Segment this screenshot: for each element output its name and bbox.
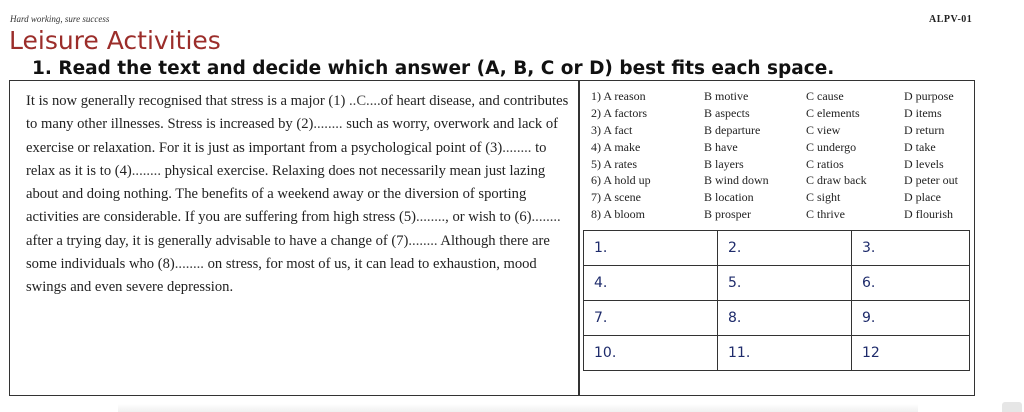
option-b: B have xyxy=(704,139,738,154)
option-c: C undergo xyxy=(806,139,857,154)
answer-cell[interactable]: 9. xyxy=(852,301,970,336)
option-a: 6) A hold up xyxy=(591,173,651,188)
option-c: C sight xyxy=(806,190,841,205)
passage-text: , or wish to (6) xyxy=(445,209,532,226)
answer-cell[interactable]: 3. xyxy=(852,231,970,266)
reading-passage xyxy=(26,90,574,300)
option-b: B motive xyxy=(704,89,749,103)
option-d: D flourish xyxy=(904,207,953,222)
option-b: B wind down xyxy=(704,173,769,188)
option-d: D purpose xyxy=(904,89,954,103)
option-b: B prosper xyxy=(704,207,751,222)
option-d: D return xyxy=(904,122,945,137)
worksheet-code: ALPV-01 xyxy=(929,14,973,25)
option-c: C ratios xyxy=(806,156,844,171)
option-b: B aspects xyxy=(704,105,750,120)
gap-6[interactable]: ........ xyxy=(531,209,561,226)
corner-widget xyxy=(1002,402,1022,412)
answer-cell[interactable]: 1. xyxy=(584,231,718,266)
passage-text: after a trying day, it is generally advisable to have a change of (7) xyxy=(26,232,409,249)
answer-grid xyxy=(583,230,970,371)
motto: Hard working, sure success xyxy=(10,14,110,24)
option-c: C thrive xyxy=(806,207,845,222)
option-d: D take xyxy=(904,139,936,154)
answer-cell[interactable]: 2. xyxy=(718,231,852,266)
option-a: 8) A bloom xyxy=(591,207,646,222)
answer-cell[interactable]: 4. xyxy=(584,266,718,301)
option-a: 3) A fact xyxy=(591,122,633,137)
answer-cell[interactable]: 8. xyxy=(718,301,852,336)
option-b: B layers xyxy=(704,156,744,171)
gap-7[interactable]: ........ xyxy=(408,232,438,249)
answer-cell[interactable]: 10. xyxy=(584,336,718,371)
option-a: 5) A rates xyxy=(591,156,637,171)
option-d: D levels xyxy=(904,156,944,171)
passage-text: on stress, for most of us, it can lead to exhaustion, mood swings and even severe depression. xyxy=(26,256,537,296)
passage-text: It is now generally recognised that stress is a major (1) xyxy=(26,93,346,109)
option-d: D items xyxy=(904,105,942,120)
option-c: C draw back xyxy=(806,173,867,188)
option-d: D peter out xyxy=(904,173,958,188)
column-divider xyxy=(578,80,580,396)
answer-cell[interactable]: 6. xyxy=(852,266,970,301)
option-b: B departure xyxy=(704,122,761,137)
passage-text: physical exercise. Relaxing does not necessarily mean just lazing about and doing nothing. The benefits of a weekend away or the diversion of sporting activities are considerable. If you are suffering from high stress (5) xyxy=(26,162,546,226)
answer-cell[interactable]: 11. xyxy=(718,336,852,371)
passage-text: to relax as it is to (4) xyxy=(26,139,547,179)
gap-4[interactable]: ........ xyxy=(131,162,161,179)
option-b: B location xyxy=(704,190,754,205)
answer-cell[interactable]: 7. xyxy=(584,301,718,336)
instruction: 1. Read the text and decide which answer (A, B, C or D) best fits each space. xyxy=(32,58,835,79)
page-title: Leisure Activities xyxy=(9,26,221,55)
option-d: D place xyxy=(904,190,941,205)
option-a: 7) A scene xyxy=(591,190,641,205)
option-c: C view xyxy=(806,122,841,137)
option-c: C elements xyxy=(806,105,860,120)
gap-8[interactable]: ........ xyxy=(174,256,204,273)
answer-cell[interactable]: 5. xyxy=(718,266,852,301)
answer-cell[interactable]: 12 xyxy=(852,336,970,371)
gap-5[interactable]: ........ xyxy=(415,209,446,226)
gap-3[interactable]: ........ xyxy=(502,139,532,156)
gap-2[interactable]: ........ xyxy=(313,116,343,133)
gap-1[interactable]: ..C.... xyxy=(349,93,381,109)
passage-text: such as worry, overwork and lack of exercise or relaxation. For it is just as important from a psychological point of (3) xyxy=(26,116,559,156)
option-a: 4) A make xyxy=(591,139,641,154)
passage-text: of heart disease, and contributes to many other illnesses. Stress is increased by (2) xyxy=(26,93,569,133)
option-a: 1) A reason xyxy=(591,89,646,103)
bottom-shadow xyxy=(118,404,918,412)
passage-text: Although there are some individuals who (8) xyxy=(26,232,550,273)
option-c: C cause xyxy=(806,89,844,103)
option-a: 2) A factors xyxy=(591,105,647,120)
